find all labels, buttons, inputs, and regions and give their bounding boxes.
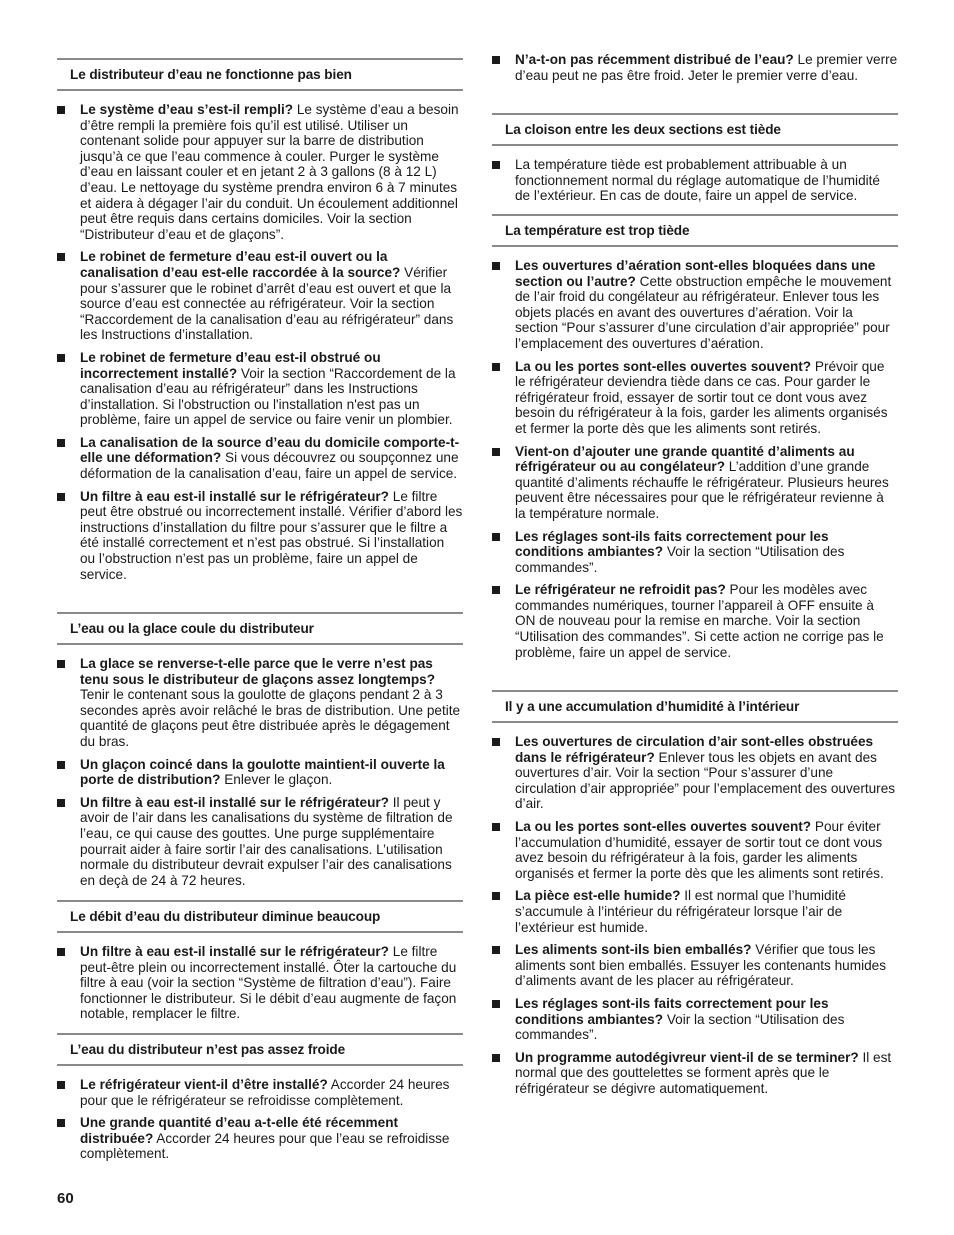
- list-item: La glace se renverse-t-elle parce que le verre n’est pas tenu sous le distributeur de glaçons assez longtemps? Tenir le contenant sous la goulotte de glaçons pendant 2 à 3 secondes après avoir relâché le bras de distribution. Une petite quantité de glaçons peut être distribuée après le dégagement du bras.: [57, 656, 463, 750]
- list-item: Les réglages sont-ils faits correctement pour les conditions ambiantes? Voir la section “Utilisation des commandes”.: [492, 996, 898, 1043]
- square-bullet-icon: [57, 948, 65, 956]
- square-bullet-icon: [57, 1081, 65, 1089]
- square-bullet-icon: [492, 262, 500, 270]
- section-dispenser-not-working: [57, 58, 463, 589]
- list-item: Les aliments sont-ils bien emballés? Vérifier que tous les aliments sont bien emballés. Essuyer les contenants humides d’aliments avant de les placer au réfrigérateur.: [492, 942, 898, 989]
- square-bullet-icon: [57, 493, 65, 501]
- section-heading: Le distributeur d’eau ne fonctionne pas bien: [57, 58, 463, 91]
- list-item: Les réglages sont-ils faits correctement pour les conditions ambiantes? Voir la section “Utilisation des commandes”.: [492, 529, 898, 576]
- section-water-not-cold: [57, 1033, 463, 1169]
- list-item: Un glaçon coincé dans la goulotte maintient-il ouverte la porte de distribution? Enlever le glaçon.: [57, 757, 463, 788]
- list-item: Le réfrigérateur vient-il d’être installé? Accorder 24 heures pour que le réfrigérateur se refroidisse complètement.: [57, 1077, 463, 1108]
- list-item: La ou les portes sont-elles ouvertes souvent? Pour éviter l’accumulation d’humidité, essayer de sortir tout ce dont vous avez besoin du réfrigérateur à la fois, garder les aliments organisés et fermer la porte dès que les aliments sont retirés.: [492, 819, 898, 881]
- section-heading: Il y a une accumulation d’humidité à l’intérieur: [492, 690, 898, 723]
- square-bullet-icon: [57, 439, 65, 447]
- square-bullet-icon: [492, 738, 500, 746]
- section-divider-warm: [492, 113, 898, 211]
- list-item: La température tiède est probablement attribuable à un fonctionnement normal du réglage automatique de l’humidité de l’extérieur. En cas de doute, faire un appel de service.: [492, 157, 898, 204]
- list-item: N’a-t-on pas récemment distribué de l’eau? Le premier verre d’eau peut ne pas être froid. Jeter le premier verre d’eau.: [492, 52, 898, 83]
- square-bullet-icon: [492, 823, 500, 831]
- list-item: Le robinet de fermeture d’eau est-il ouvert ou la canalisation d’eau est-elle raccordée à la source? Vérifier pour s’assurer que le robinet d’arrêt d’eau est ouvert et que la source d’eau est connectée au réfrigérateur. Voir la section “Raccordement de la canalisation d’eau au réfrigérateur” dans les Instructions d’installation.: [57, 249, 463, 343]
- continued-item: [492, 52, 898, 90]
- list-item: Les ouvertures d’aération sont-elles bloquées dans une section ou l’autre? Cette obstruction empêche le mouvement de l’air froid du congélateur au réfrigérateur. Enlever tous les objets placés en avant des ouvertures d’aération. Voir la section “Pour s’assurer d’une circulation d’air appropriée” pour l’emplacement des ouvertures d’aération.: [492, 258, 898, 352]
- square-bullet-icon: [57, 354, 65, 362]
- section-water-flow-decreases: [57, 900, 463, 1029]
- list-item: Une grande quantité d’eau a-t-elle été récemment distribuée? Accorder 24 heures pour que l’eau se refroidisse complètement.: [57, 1115, 463, 1162]
- list-item: Un filtre à eau est-il installé sur le réfrigérateur? Le filtre peut être obstrué ou incorrectement installé. Vérifier d’abord les instructions d’installation du filtre pour s’assurer que le filtre a été installé correctement et n’est pas obstrué. Si l’installation ou l’obstruction n’est pas un problème, faire un appel de service.: [57, 489, 463, 583]
- list-item: La pièce est-elle humide? Il est normal que l’humidité s’accumule à l’intérieur du réfrigérateur lorsque l’air de l’extérieur est humide.: [492, 888, 898, 935]
- square-bullet-icon: [57, 1119, 65, 1127]
- square-bullet-icon: [492, 1054, 500, 1062]
- square-bullet-icon: [492, 1000, 500, 1008]
- square-bullet-icon: [492, 586, 500, 594]
- square-bullet-icon: [57, 660, 65, 668]
- square-bullet-icon: [492, 448, 500, 456]
- section-heading: L’eau du distributeur n’est pas assez froide: [57, 1033, 463, 1066]
- square-bullet-icon: [492, 161, 500, 169]
- square-bullet-icon: [492, 892, 500, 900]
- list-item: La ou les portes sont-elles ouvertes souvent? Prévoir que le réfrigérateur deviendra tiède dans ce cas. Pour garder le réfrigérateur froid, essayer de sortir tout ce dont vous avez besoin du réfrigérateur à la fois, garder les aliments organisés et fermer la porte dès que les aliments sont retirés.: [492, 359, 898, 437]
- list-item: Le robinet de fermeture d’eau est-il obstrué ou incorrectement installé? Voir la section “Raccordement de la canalisation d’eau au réfrigérateur” dans les Instructions d’installation. Si l'obstruction ou l'installation n'est pas un problème, faire un appel de service ou faire venir un plombier.: [57, 350, 463, 428]
- square-bullet-icon: [57, 106, 65, 114]
- section-heading: La cloison entre les deux sections est tiède: [492, 113, 898, 146]
- list-item: Un programme autodégivreur vient-il de se terminer? Il est normal que des gouttelettes se forment après que le réfrigérateur se dégivre automatiquement.: [492, 1050, 898, 1097]
- section-water-ice-leaking: [57, 612, 463, 895]
- square-bullet-icon: [57, 761, 65, 769]
- list-item: Vient-on d’ajouter une grande quantité d’aliments au réfrigérateur ou au congélateur? L’addition d’une grande quantité d’aliments réchauffe le réfrigérateur. Plusieurs heures peuvent être nécessaires pour que le réfrigérateur revienne à la température normale.: [492, 444, 898, 522]
- list-item: Un filtre à eau est-il installé sur le réfrigérateur? Il peut y avoir de l’air dans les canalisations du système de filtration de l’eau, ce qui cause des gouttes. Une purge supplémentaire pourrait aider à faire sortir l’air des canalisations. L’utilisation normale du distributeur devrait expulser l’air des canalisations en deçà de 24 à 72 heures.: [57, 795, 463, 889]
- section-temperature-too-warm: [492, 214, 898, 667]
- list-item: Le système d’eau s’est-il rempli? Le système d’eau a besoin d’être rempli la première fois qu’il est utilisé. Utiliser un contenant solide pour appuyer sur la barre de distribution jusqu’à ce que l’eau commence à couler. Purger le système d’eau en laissant couler et en jetant 2 à 3 gallons (8 à 12 L) d’eau. Le nettoyage du système prendra environ 6 à 7 minutes et aidera à dégager l’air du conduit. Un écoulement additionnel peut être requis dans certains domiciles. Voir la section “Distributeur d’eau et de glaçons”.: [57, 102, 463, 242]
- list-item: Le réfrigérateur ne refroidit pas? Pour les modèles avec commandes numériques, tourner l’appareil à OFF ensuite à ON de nouveau pour la remise en marche. Voir la section “Utilisation des commandes”. Si cette action ne corrige pas le problème, faire un appel de service.: [492, 582, 898, 660]
- section-heading: L’eau ou la glace coule du distributeur: [57, 612, 463, 645]
- section-heading: La température est trop tiède: [492, 214, 898, 247]
- square-bullet-icon: [492, 533, 500, 541]
- section-heading: Le débit d’eau du distributeur diminue beaucoup: [57, 900, 463, 933]
- list-item: Les ouvertures de circulation d’air sont-elles obstruées dans le réfrigérateur? Enlever tous les objets en avant des ouvertures d’air. Voir la section “Pour s’assurer d’une circulation d’air appropriée” pour l’emplacement des ouvertures d’air.: [492, 734, 898, 812]
- section-humidity-buildup: [492, 690, 898, 1103]
- square-bullet-icon: [492, 56, 500, 64]
- list-item: La canalisation de la source d’eau du domicile comporte-t-elle une déformation? Si vous découvrez ou soupçonnez une déformation de la canalisation d’eau, faire un appel de service.: [57, 435, 463, 482]
- list-item: Un filtre à eau est-il installé sur le réfrigérateur? Le filtre peut-être plein ou incorrectement installé. Ôter la cartouche du filtre à eau (voir la section “Système de filtration d’eau”). Faire fonctionner le distributeur. Si le débit d’eau augmente de façon notable, remplacer le filtre.: [57, 944, 463, 1022]
- square-bullet-icon: [492, 363, 500, 371]
- square-bullet-icon: [492, 946, 500, 954]
- square-bullet-icon: [57, 799, 65, 807]
- square-bullet-icon: [57, 253, 65, 261]
- page-number: 60: [57, 1190, 74, 1207]
